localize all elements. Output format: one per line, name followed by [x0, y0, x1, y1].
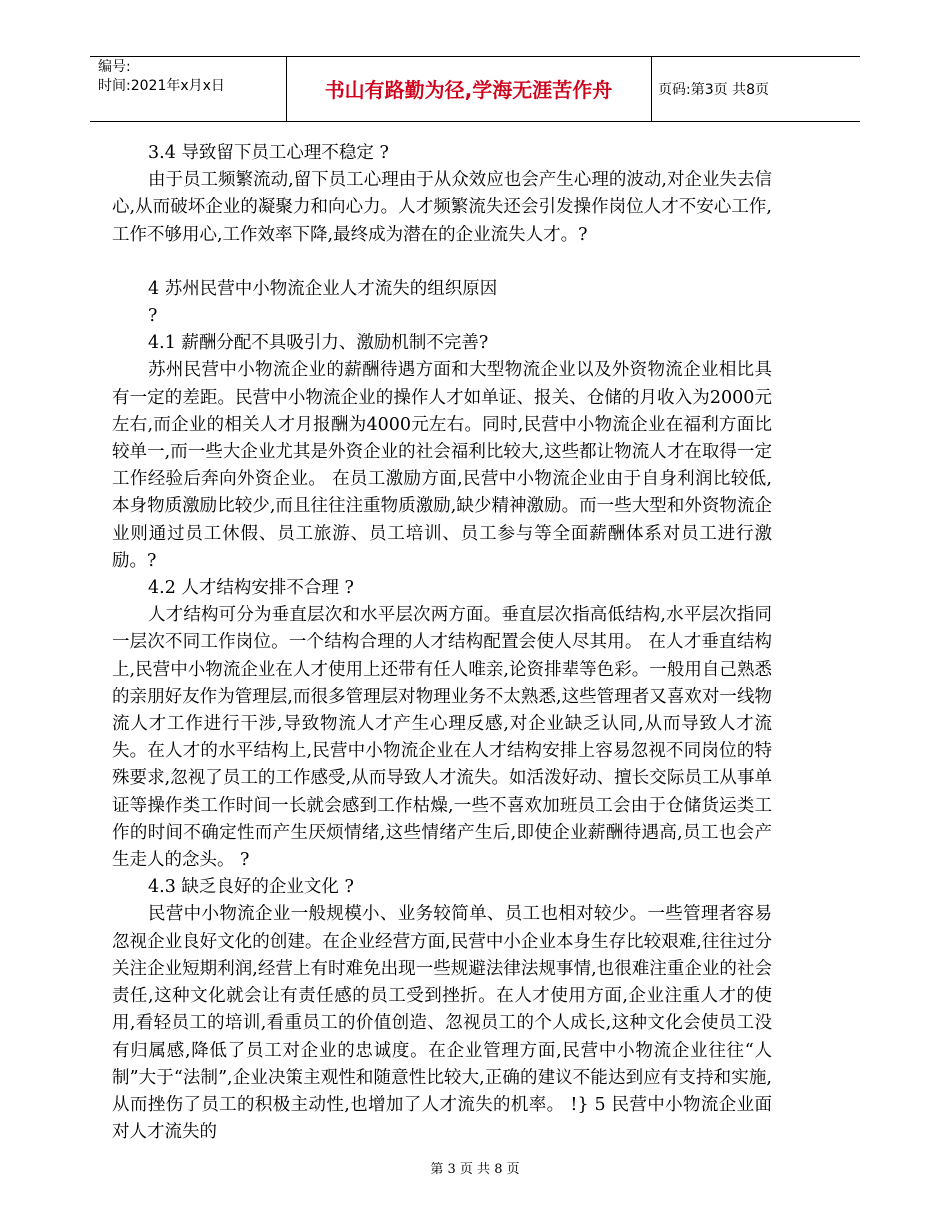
section-heading-4: 4 苏州民营中小物流企业人才流失的组织原因: [148, 278, 498, 299]
number-label: 编号:: [98, 59, 131, 75]
section-paragraph-4-3: 民营中小物流企业一般规模小、业务较简单、员工也相对较少。一些管理者容易忽视企业良好文化的创建。在企业经营方面,民营中小企业本身生存比较艰难,往往过分关注企业短期利润,经营上有时难免出现一些规避法律法规事情,也很难注重企业的社会责任,这种文化就会让有责任感的员工受到挫折。在人才使用方面,企业注重人才的使用,看轻员工的培训,看重员工的价值创造、忽视员工的个人成长,这种文化会使员工没有归属感,降低了员工对企业的忠诚度。在企业管理方面,民营中小物流企业往往“人制”大于“法制”,企业决策主观性和随意性比较大,正确的建议不能达到应有支持和实施,从而挫伤了员工的积极主动性,也增加了人才流失的机率。 !} 5 民营中小物流企业面对人才流失的: [112, 904, 772, 1143]
section-paragraph-3-4: 由于员工频繁流动,留下员工心理由于从众效应也会产生心理的波动,对企业失去信心,从而破坏企业的凝聚力和向心力。人才频繁流失还会引发操作岗位人才不安心工作,工作不够用心,工作效率下降,最终成为潜在的企业流失人才。?: [112, 170, 772, 245]
section-heading-4-1: 4.1 薪酬分配不具吸引力、激励机制不完善?: [148, 333, 489, 354]
section-marker: ?: [148, 306, 158, 327]
header-page-info: 页码:第3页 共8页: [658, 81, 769, 98]
header-meta: [98, 56, 284, 123]
section-paragraph-4-2: 人才结构可分为垂直层次和水平层次两方面。垂直层次指高低结构,水平层次指同一层次不同工作岗位。一个结构合理的人才结构配置会使人尽其用。 在人才垂直结构上,民营中小物流企业在人才使用上还带有任人唯亲,论资排辈等色彩。一般用自己熟悉的亲朋好友作为管理层,而很多管理层对物理业务不太熟悉,这些管理者又喜欢对一线物流人才工作进行干涉,导致物流人才产生心理反感,对企业缺乏认同,从而导致人才流失。在人才的水平结构上,民营中小物流企业在人才结构安排上容易忽视不同岗位的特殊要求,忽视了员工的工作感受,从而导致人才流失。如活泼好动、擅长交际员工从事单证等操作类工作时间一长就会感到工作枯燥,一些不喜欢加班员工会由于仓储货运类工作的时间不确定性而产生厌烦情绪,这些情绪产生后,即使企业薪酬待遇高,员工也会产生走人的念头。 ?: [112, 605, 772, 871]
header-divider-right: [651, 56, 652, 121]
paragraph-gap: [112, 249, 772, 276]
section-heading-4-3: 4.3 缺乏良好的企业文化 ?: [148, 877, 354, 898]
header-motto: 书山有路勤为径,学海无涯苦作舟: [324, 78, 613, 102]
section-heading-3-4: 3.4 导致留下员工心理不稳定 ?: [148, 143, 389, 163]
section-heading-4-2: 4.2 人才结构安排不合理 ?: [148, 578, 354, 599]
page-footer: 第 3 页 共 8 页: [430, 1162, 520, 1177]
document-body: [112, 140, 772, 1146]
time-label: 时间:2021年x月x日: [98, 78, 225, 94]
section-paragraph-4-1: 苏州民营中小物流企业的薪酬待遇方面和大型物流企业以及外资物流企业相比具有一定的差距。民营中小物流企业的操作人才如单证、报关、仓储的月收入为2000元左右,而企业的相关人才月报酬为4000元左右。同时,民营中小物流企业在福利方面比较单一,而一些大企业尤其是外资企业的社会福利比较大,这些都让物流人才在取得一定工作经验后奔向外资企业。 在员工激励方面,民营中小物流企业由于自身利润比较低,本身物质激励比较少,而且往往注重物质激励,缺少精神激励。而一些大型和外资物流企业则通过员工休假、员工旅游、员工培训、员工参与等全面薪酬体系对员工进行激励。?: [112, 360, 772, 571]
